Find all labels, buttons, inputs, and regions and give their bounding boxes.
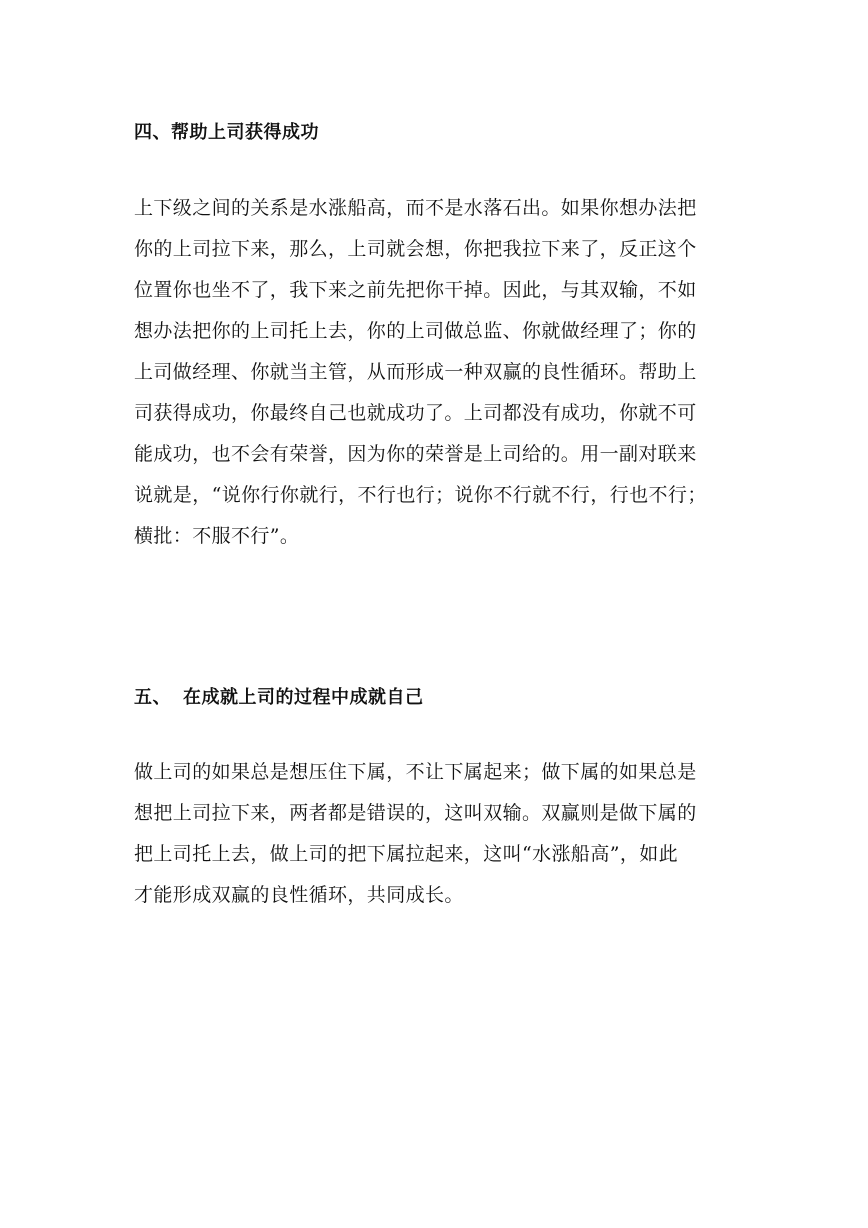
paragraph-line: 位置你也坐不了，我下来之前先把你干掉。因此，与其双输，不如 — [134, 279, 697, 301]
paragraph-line: 你的上司拉下来，那么，上司就会想，你把我拉下来了，反正这个 — [134, 238, 697, 260]
paragraph-line: 横批：不服不行”。 — [134, 525, 300, 547]
paragraph-line: 说就是，“说你行你就行，不行也行；说你不行就不行，行也不行； — [134, 484, 707, 506]
paragraph-line: 上下级之间的关系是水涨船高，而不是水落石出。如果你想办法把 — [134, 197, 697, 219]
paragraph-line: 做上司的如果总是想压住下属，不让下属起来；做下属的如果总是 — [134, 761, 697, 783]
paragraph-line: 想把上司拉下来，两者都是错误的，这叫双输。双赢则是做下属的 — [134, 802, 697, 824]
paragraph-line: 上司做经理、你就当主管，从而形成一种双赢的良性循环。帮助上 — [134, 361, 697, 383]
paragraph-line: 才能形成双赢的良性循环，共同成长。 — [134, 884, 464, 906]
paragraph-line: 把上司托上去，做上司的把下属拉起来，这叫“水涨船高”，如此 — [134, 843, 679, 865]
paragraph-line: 能成功，也不会有荣誉，因为你的荣誉是上司给的。用一副对联来 — [134, 443, 697, 465]
section-5-number: 五、 — [134, 687, 171, 708]
section-5-paragraph — [134, 752, 754, 916]
section-4-title: 四、帮助上司获得成功 — [134, 122, 319, 143]
paragraph-line: 想办法把你的上司托上去，你的上司做总监、你就做经理了；你的 — [134, 320, 697, 342]
section-5-heading — [134, 686, 424, 710]
section-5-title: 在成就上司的过程中成就自己 — [183, 687, 424, 708]
paragraph-line: 司获得成功，你最终自己也就成功了。上司都没有成功，你就不可 — [134, 402, 697, 424]
section-4-paragraph — [134, 188, 754, 557]
section-4-heading — [134, 121, 319, 145]
